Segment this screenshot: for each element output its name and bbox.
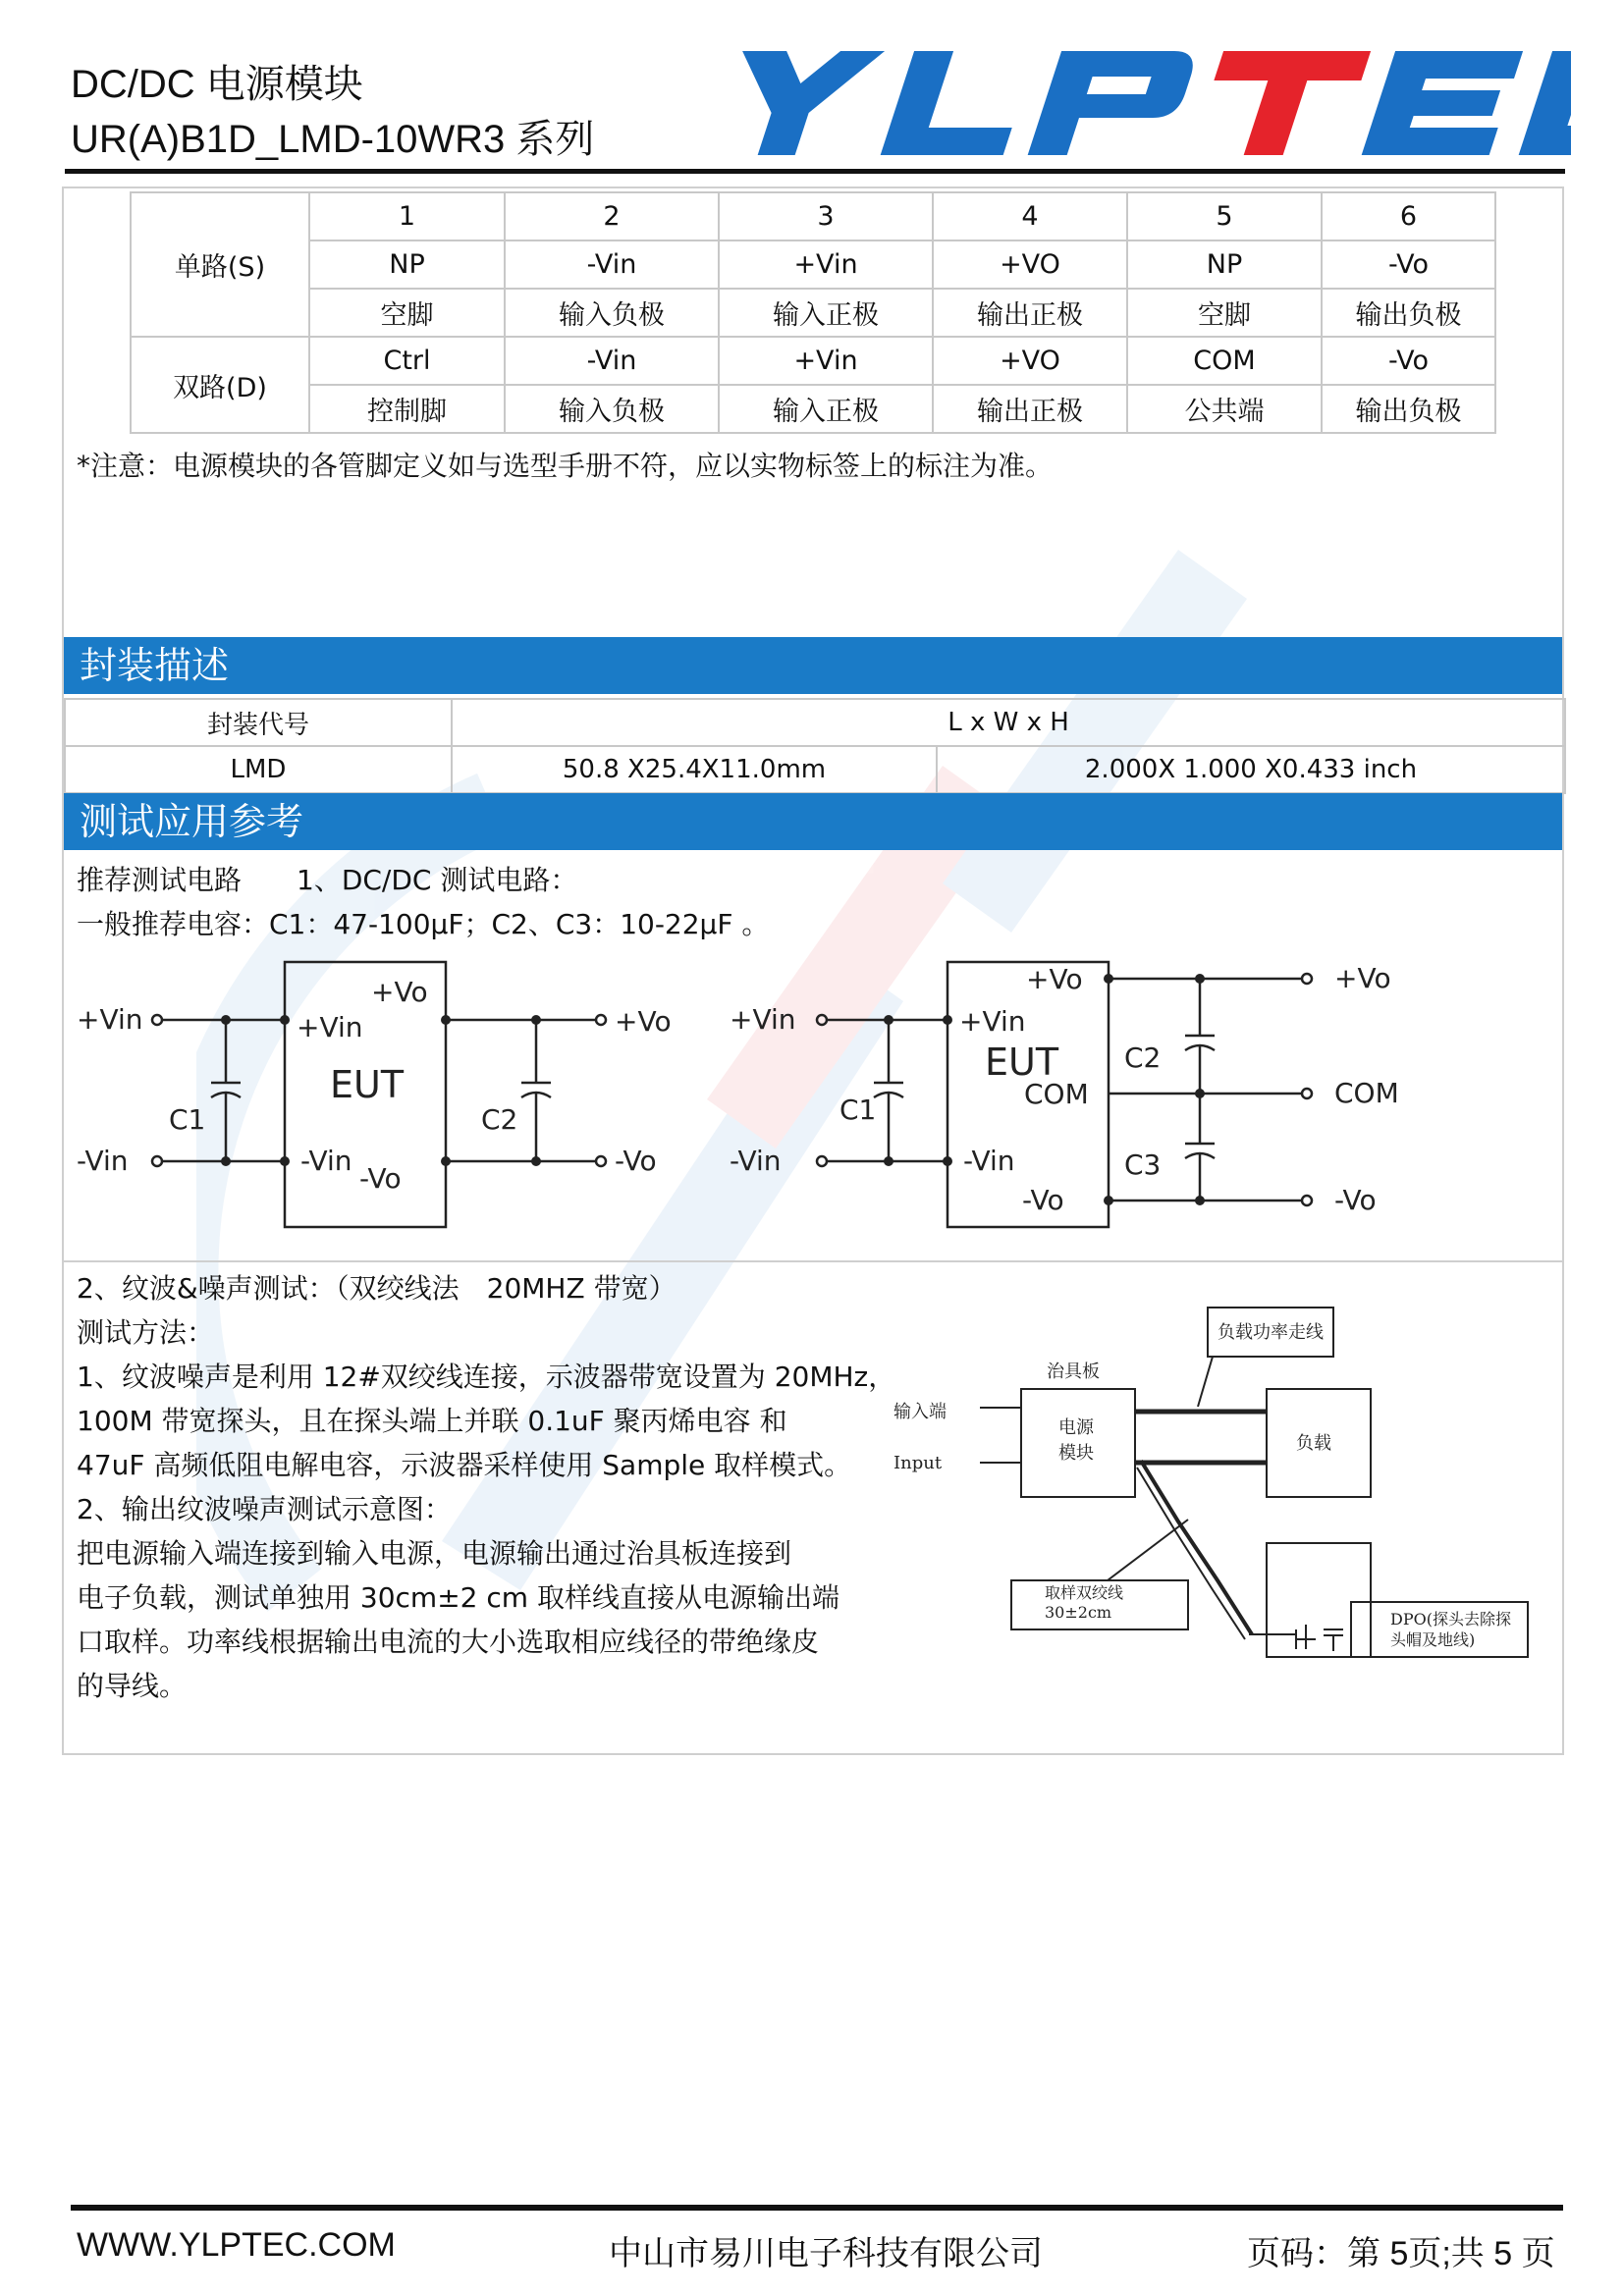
diagram-module-2: 模块 <box>1058 1443 1094 1464</box>
pin-name: COM <box>1127 337 1322 385</box>
test-section-title: 测试应用参考 <box>64 793 1562 850</box>
paragraph1-line: 1、纹波噪声是利用 12#双绞线连接，示波器带宽设置为 20MHz， <box>77 1361 896 1393</box>
pin-desc: 公共端 <box>1127 385 1322 433</box>
doc-title-line1: DC/DC 电源模块 <box>71 63 363 106</box>
pin-note: *注意：电源模块的各管脚定义如与选型手册不符，应以实物标签上的标注为准。 <box>77 450 1054 482</box>
pin-name: +VO <box>933 240 1127 289</box>
diagram-dpo-1: DPO(探头去除探 <box>1390 1610 1511 1629</box>
section-divider <box>64 1260 1562 1262</box>
pin-number: 5 <box>1127 192 1322 240</box>
diagram-load: 负载 <box>1296 1433 1331 1454</box>
c2-cap1: C1 <box>839 1094 877 1126</box>
c2-eut-vin-plus: +Vin <box>959 1005 1026 1038</box>
pin-number: 6 <box>1322 192 1495 240</box>
pin-desc: 输出负极 <box>1322 385 1495 433</box>
diagram-input-en: Input <box>893 1453 943 1473</box>
pin-name: -Vin <box>505 337 719 385</box>
c2-cap2: C2 <box>1124 1041 1162 1074</box>
c2-eut: EUT <box>985 1041 1059 1084</box>
c1-vin-plus: +Vin <box>77 1003 143 1036</box>
diagram-input-cn: 输入端 <box>893 1402 947 1422</box>
c1-vo-minus: -Vo <box>615 1145 657 1177</box>
pin-desc: 输入负极 <box>505 385 719 433</box>
test-circuit-dual <box>722 952 1429 1237</box>
c2-vin-minus: -Vin <box>730 1145 782 1177</box>
pin-desc: 输入负极 <box>505 289 719 337</box>
paragraph2-line: 口取样。功率线根据输出电流的大小选取相应线径的带绝缘皮 <box>77 1626 820 1658</box>
ripple-test-diagram <box>884 1296 1551 1669</box>
c2-vo-plus: +Vo <box>1334 962 1391 994</box>
c1-vo-plus: +Vo <box>615 1005 672 1038</box>
ripple-title: 2、纹波&噪声测试：（双绞线法 20MHZ 带宽） <box>77 1272 677 1305</box>
diagram-fixture: 治具板 <box>1047 1362 1100 1382</box>
package-dims-header: L x W x H <box>452 699 1565 746</box>
footer-website: WWW.YLPTEC.COM <box>77 2226 396 2264</box>
pin-number: 1 <box>309 192 505 240</box>
c1-eut-vo-minus: -Vo <box>359 1162 402 1195</box>
diagram-sample-1: 取样双绞线 <box>1045 1583 1124 1602</box>
ylptec-logo <box>707 39 1571 167</box>
package-section-title: 封装描述 <box>64 637 1562 694</box>
c2-eut-vo-plus: +Vo <box>1026 963 1083 995</box>
footer-company: 中山市易川电子科技有限公司 <box>609 2235 1043 2272</box>
pin-name: NP <box>309 240 505 289</box>
single-label: 单路(S) <box>131 192 309 337</box>
diagram-module-1: 电源 <box>1058 1417 1094 1438</box>
c1-cap2: C2 <box>481 1103 518 1136</box>
pin-name: NP <box>1127 240 1322 289</box>
c1-eut-vin-minus: -Vin <box>300 1145 352 1177</box>
capacitor-text: 一般推荐电容：C1：47-100μF；C2、C3：10-22μF 。 <box>77 908 770 940</box>
test-circuit-single <box>69 952 697 1237</box>
method-label: 测试方法： <box>77 1316 215 1349</box>
paragraph1-line: 47uF 高频低阻电解电容，示波器采样使用 Sample 取样模式。 <box>77 1449 852 1481</box>
paragraph2-line: 把电源输入端连接到输入电源，电源输出通过治具板连接到 <box>77 1537 792 1570</box>
diagram-dpo-2: 头帽及地线) <box>1390 1630 1476 1649</box>
pin-name: -Vo <box>1322 337 1495 385</box>
c2-vo-minus: -Vo <box>1334 1184 1377 1216</box>
pin-definition-table <box>130 191 1496 434</box>
c2-eut-vo-minus: -Vo <box>1022 1184 1064 1216</box>
paragraph2-title: 2、输出纹波噪声测试示意图： <box>77 1493 452 1525</box>
pin-name: -Vo <box>1322 240 1495 289</box>
header-rule <box>65 169 1565 174</box>
pin-name: -Vin <box>505 240 719 289</box>
c2-eut-vin-minus: -Vin <box>963 1145 1015 1177</box>
recommend-text: 推荐测试电路 1、DC/DC 测试电路： <box>77 864 578 896</box>
pin-name: Ctrl <box>309 337 505 385</box>
pin-number: 3 <box>719 192 933 240</box>
pin-desc: 空脚 <box>1127 289 1322 337</box>
package-inch: 2.000X 1.000 X0.433 inch <box>937 746 1565 793</box>
c1-vin-minus: -Vin <box>77 1145 129 1177</box>
c1-cap1: C1 <box>169 1103 206 1136</box>
pin-desc: 输入正极 <box>719 289 933 337</box>
package-code: LMD <box>65 746 452 793</box>
c2-com: COM <box>1334 1077 1399 1109</box>
c1-eut: EUT <box>330 1063 405 1106</box>
pin-name: +Vin <box>719 240 933 289</box>
c2-vin-plus: +Vin <box>730 1003 796 1036</box>
paragraph2-line: 电子负载，测试单独用 30cm±2 cm 取样线直接从电源输出端 <box>77 1581 839 1614</box>
paragraph1-line: 100M 带宽探头，且在探头端上并联 0.1uF 聚丙烯电容 和 <box>77 1405 787 1437</box>
c2-cap3: C3 <box>1124 1148 1162 1181</box>
pin-desc: 输出正极 <box>933 289 1127 337</box>
footer-page: 页码：第 5页;共 5 页 <box>1247 2235 1555 2272</box>
package-mm: 50.8 X25.4X11.0mm <box>452 746 937 793</box>
pin-number: 2 <box>505 192 719 240</box>
pin-desc: 控制脚 <box>309 385 505 433</box>
pin-number: 4 <box>933 192 1127 240</box>
footer-rule <box>71 2205 1563 2211</box>
diagram-sample-2: 30±2cm <box>1045 1603 1112 1622</box>
c1-eut-vin-plus: +Vin <box>297 1011 363 1043</box>
paragraph2-line: 的导线。 <box>77 1670 188 1702</box>
dual-label: 双路(D) <box>131 337 309 433</box>
package-code-header: 封装代号 <box>65 699 452 746</box>
diagram-power-line: 负载功率走线 <box>1218 1322 1324 1343</box>
pin-name: +Vin <box>719 337 933 385</box>
pin-desc: 输入正极 <box>719 385 933 433</box>
doc-title-line2: UR(A)B1D_LMD-10WR3 系列 <box>71 118 595 161</box>
pin-desc: 空脚 <box>309 289 505 337</box>
pin-name: +VO <box>933 337 1127 385</box>
c2-eut-com: COM <box>1024 1078 1089 1110</box>
package-table <box>64 698 1566 794</box>
c1-eut-vo-plus: +Vo <box>371 976 428 1008</box>
pin-desc: 输出正极 <box>933 385 1127 433</box>
pin-desc: 输出负极 <box>1322 289 1495 337</box>
